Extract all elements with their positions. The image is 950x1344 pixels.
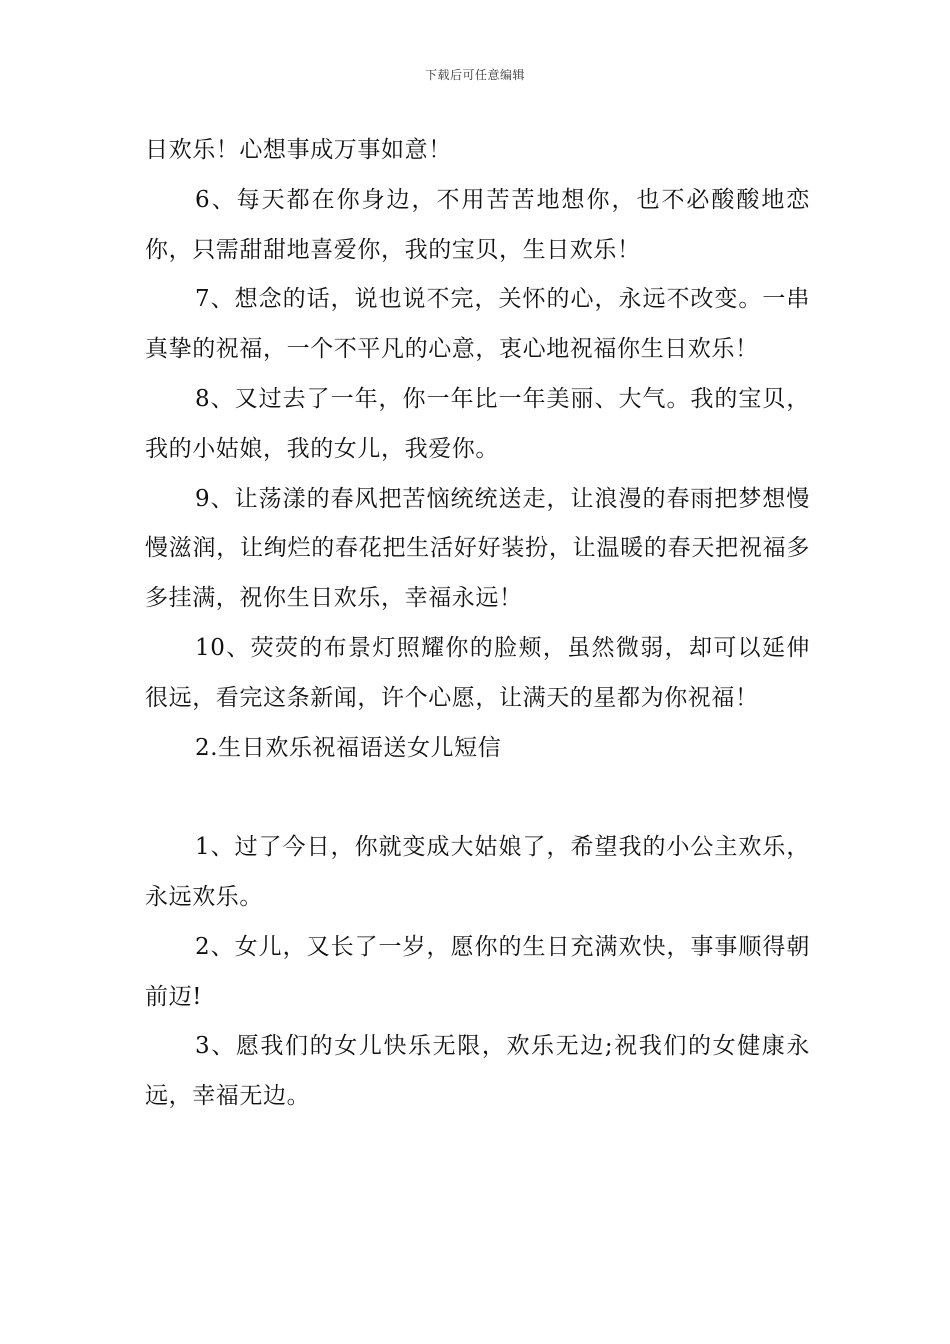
paragraph-item-6: 6、每天都在你身边，不用苦苦地想你，也不必酸酸地恋你，只需甜甜地喜爱你，我的宝贝，生日欢乐！ bbox=[145, 186, 810, 263]
paragraph-continuation: 日欢乐！心想事成万事如意！ bbox=[145, 137, 452, 163]
section-heading: 2.生日欢乐祝福语送女儿短信 bbox=[195, 734, 502, 761]
page-header-note: 下载后可任意编辑 bbox=[424, 68, 525, 82]
paragraph-item-1: 1、过了今日，你就变成大姑娘了，希望我的小公主欢乐，永远欢乐。 bbox=[145, 834, 810, 910]
paragraph-item-3: 3、愿我们的女儿快乐无限，欢乐无边;祝我们的女健康永远，幸福无边。 bbox=[145, 1033, 810, 1110]
paragraph-item-7: 7、想念的话，说也说不完，关怀的心，永远不改变。一串真挚的祝福，一个不平凡的心意，衷心地祝福你生日欢乐！ bbox=[145, 286, 810, 363]
paragraph-item-8: 8、又过去了一年，你一年比一年美丽、大气。我的宝贝，我的小姑娘，我的女儿，我爱你。 bbox=[145, 385, 810, 462]
paragraph-item-9: 9、让荡漾的春风把苦恼统统送走，让浪漫的春雨把梦想慢慢滋润，让绚烂的春花把生活好好装扮，让温暖的春天把祝福多多挂满，祝你生日欢乐，幸福永远！ bbox=[145, 485, 810, 612]
paragraph-item-10: 10、荧荧的布景灯照耀你的脸颊，虽然微弱，却可以延伸很远，看完这条新闻，许个心愿，让满天的星都为你祝福！ bbox=[145, 634, 810, 711]
paragraph-item-2: 2、女儿，又长了一岁，愿你的生日充满欢快，事事顺得朝前迈! bbox=[145, 933, 810, 1010]
document-body bbox=[145, 126, 810, 1122]
